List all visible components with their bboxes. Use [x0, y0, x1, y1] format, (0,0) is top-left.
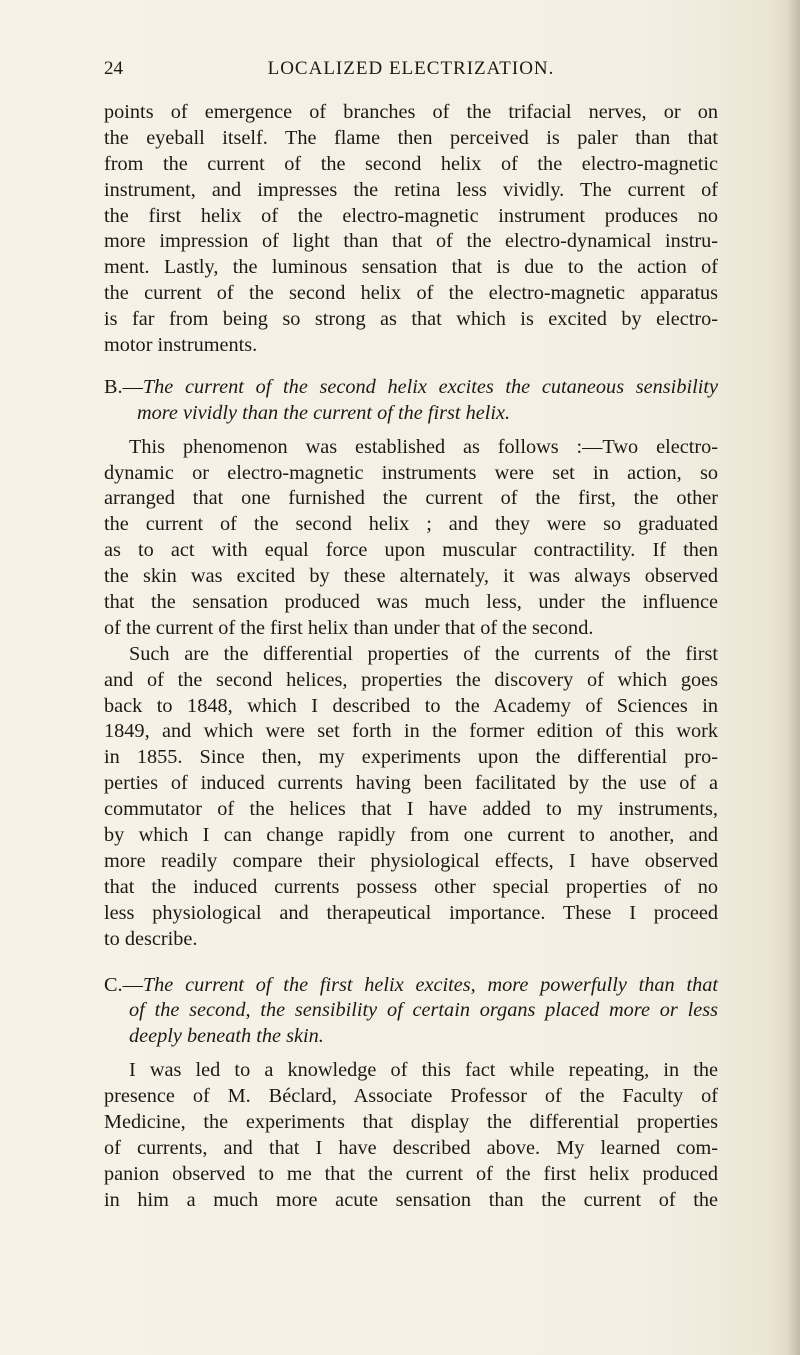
- section-b-heading: [104, 375, 718, 427]
- body-text: [104, 100, 718, 1214]
- text-line: This phenomenon was established as follows :—Two electro-: [129, 435, 718, 458]
- text-line: less physiological and therapeutical importance. These I proceed: [104, 901, 718, 924]
- section-c-heading: [104, 973, 718, 1051]
- text-line: that the induced currents possess other special properties of no: [104, 875, 718, 898]
- text-line: the current of the second helix ; and they were so graduated: [104, 513, 718, 536]
- text-line: in him a much more acute sensation than the current of the: [104, 1188, 718, 1211]
- text-line: dynamic or electro-magnetic instruments were set in action, so: [104, 461, 718, 484]
- text-line: the first helix of the electro-magnetic instrument produces no: [104, 204, 718, 227]
- paragraph: [104, 435, 718, 642]
- page-header: [104, 58, 718, 82]
- section-heading-line: of the second, the sensibility of certain organs placed more or less: [129, 999, 718, 1022]
- section-heading-line: B.—The current of the second helix excites the cutaneous sensibility: [104, 375, 718, 398]
- text-line: I was led to a knowledge of this fact while repeating, in the: [129, 1059, 718, 1082]
- text-line: 1849, and which were set forth in the former edition of this work: [104, 720, 718, 743]
- section-heading-text: The current of the first helix excites, more powerfully than that: [142, 973, 718, 996]
- text-line: Such are the differential properties of the currents of the first: [129, 642, 718, 665]
- text-line: back to 1848, which I described to the Academy of Sciences in: [104, 694, 718, 717]
- text-line: more impression of light than that of the electro-dynamical instru-: [104, 230, 718, 253]
- text-line: the current of the second helix of the electro-magnetic apparatus: [104, 282, 718, 305]
- text-line: motor instruments.: [104, 334, 258, 357]
- text-line: presence of M. Béclard, Associate Professor of the Faculty of: [104, 1085, 718, 1108]
- section-heading-line: more vividly than the current of the first helix.: [137, 401, 511, 424]
- text-line: the eyeball itself. The flame then perceived is paler than that: [104, 126, 718, 149]
- section-heading-text: The current of the second helix excites the cutaneous sensibility: [142, 375, 718, 398]
- text-line: perties of induced currents having been facilitated by the use of a: [104, 772, 718, 795]
- text-line: ment. Lastly, the luminous sensation that is due to the action of: [104, 256, 718, 279]
- section-letter: C.: [104, 973, 123, 996]
- text-line: to describe.: [104, 927, 198, 950]
- text-line: is far from being so strong as that which is excited by electro-: [104, 308, 718, 331]
- text-line: more readily compare their physiological effects, I have observed: [104, 849, 718, 872]
- section-letter: B.: [104, 375, 123, 398]
- section-heading-line: deeply beneath the skin.: [129, 1025, 324, 1048]
- text-line: commutator of the helices that I have added to my instruments,: [104, 798, 718, 821]
- paragraph: [104, 1058, 718, 1213]
- paragraph-continuation: [104, 100, 718, 359]
- page-number: 24: [104, 58, 123, 79]
- text-line: from the current of the second helix of the electro-magnetic: [104, 152, 718, 175]
- section-heading-line: C.—The current of the first helix excites, more powerfully than that: [104, 973, 718, 996]
- text-line: by which I can change rapidly from one current to another, and: [104, 824, 718, 847]
- text-line: in 1855. Since then, my experiments upon the differential pro-: [104, 746, 718, 769]
- running-head: LOCALIZED ELECTRIZATION.: [267, 58, 555, 79]
- text-line: that the sensation produced was much less, under the influence: [104, 591, 718, 614]
- text-line: the skin was excited by these alternately, it was always observed: [104, 565, 718, 588]
- paragraph: [104, 642, 718, 953]
- text-line: of the current of the first helix than under that of the second.: [104, 616, 594, 639]
- text-line: as to act with equal force upon muscular contractility. If then: [104, 539, 718, 562]
- page-edge-shadow: [788, 0, 800, 1355]
- text-line: arranged that one furnished the current of the first, the other: [104, 487, 718, 510]
- text-line: and of the second helices, properties the discovery of which goes: [104, 668, 718, 691]
- text-line: panion observed to me that the current of the first helix produced: [104, 1162, 718, 1185]
- text-line: of currents, and that I have described above. My learned com-: [104, 1136, 718, 1159]
- text-line: Medicine, the experiments that display the differential properties: [104, 1110, 718, 1133]
- text-line: points of emergence of branches of the trifacial nerves, or on: [104, 101, 718, 123]
- text-line: instrument, and impresses the retina less vividly. The current of: [104, 178, 718, 201]
